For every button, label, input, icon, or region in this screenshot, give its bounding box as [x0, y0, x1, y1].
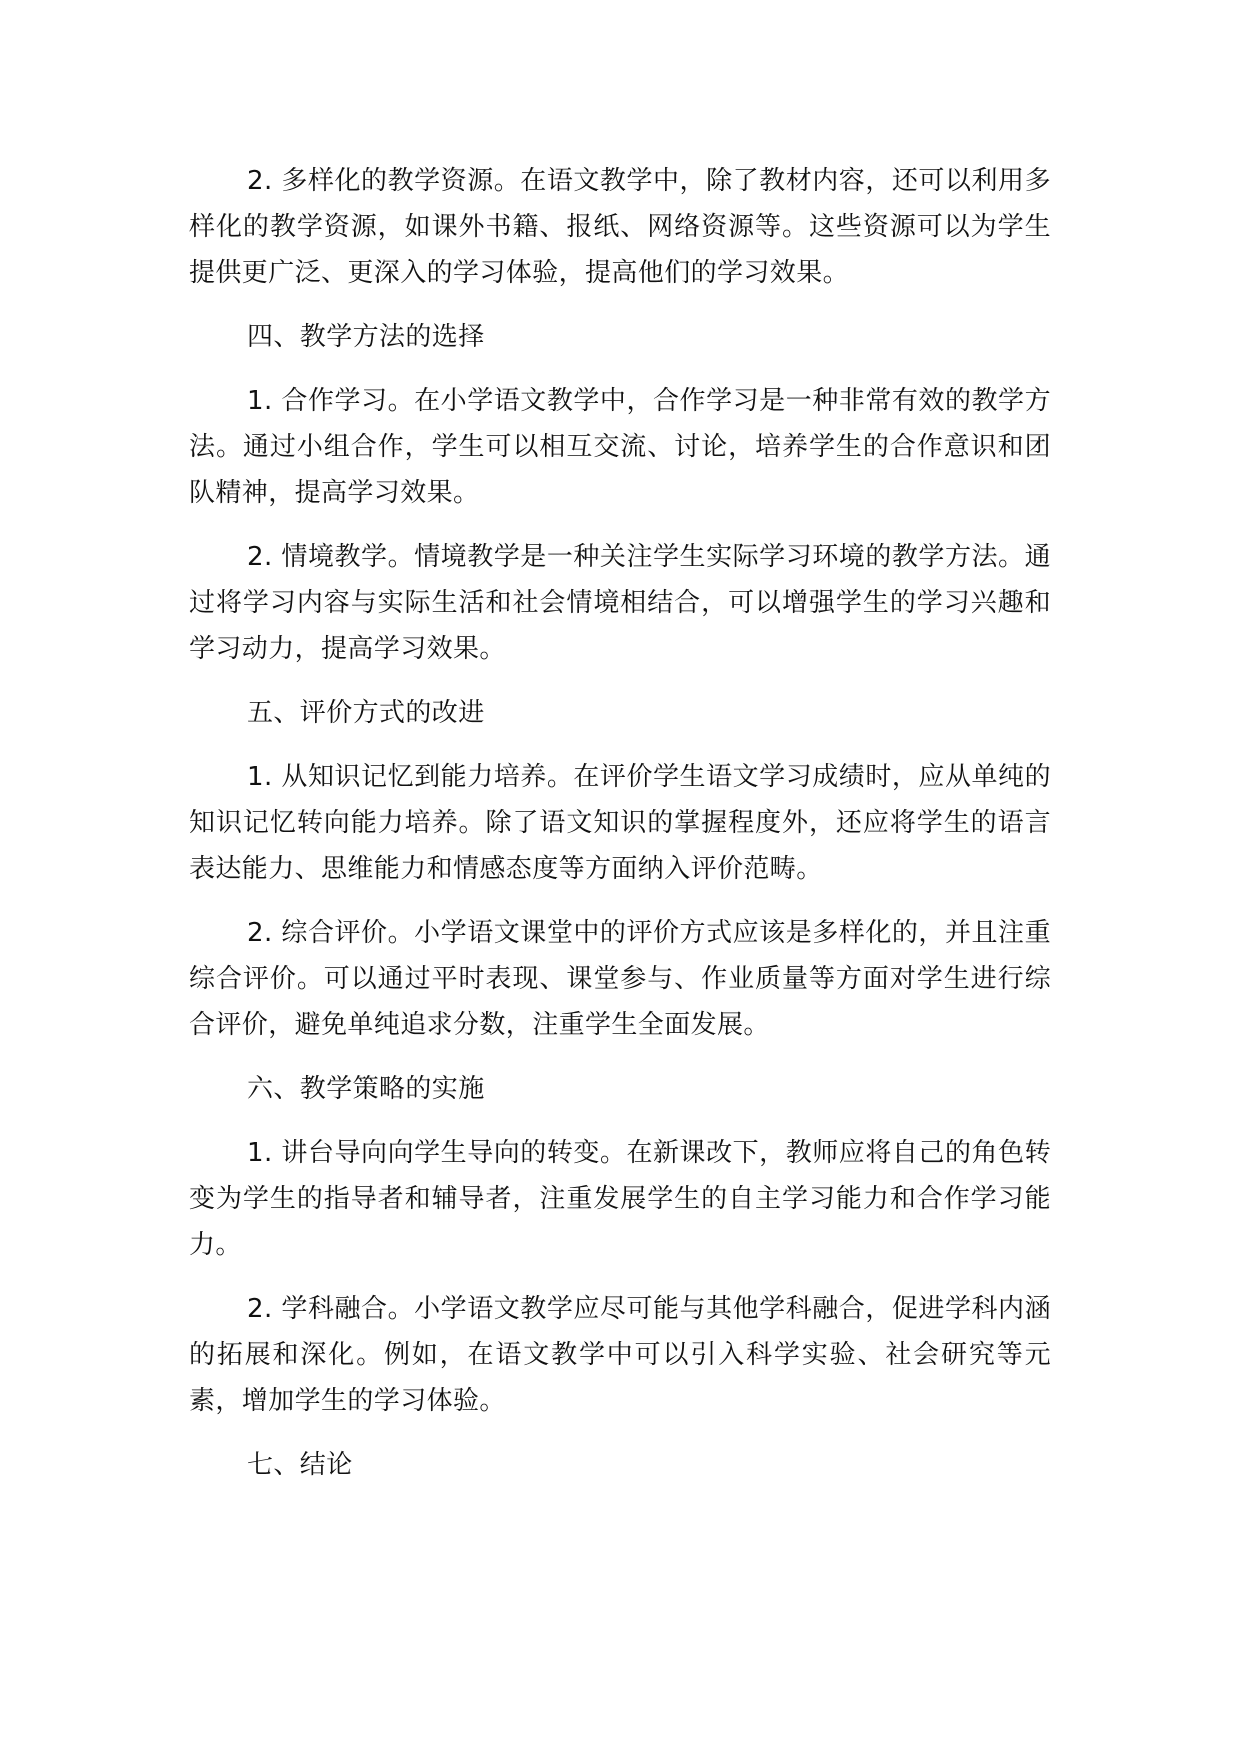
- section-heading-evaluation: 五、评价方式的改进: [247, 698, 485, 728]
- paragraph-cooperative-learning: 1. 合作学习。在小学语文教学中，合作学习是一种非常有效的教学方法。通过小组合作，学生可以相互交流、讨论，培养学生的合作意识和团队精神，提高学习效果。: [189, 386, 1051, 508]
- section-heading-teaching-methods: 四、教学方法的选择: [247, 322, 485, 352]
- section-heading-conclusion: 七、结论: [247, 1450, 353, 1480]
- paragraph-teaching-resources: 2. 多样化的教学资源。在语文教学中，除了教材内容，还可以利用多样化的教学资源，如课外书籍、报纸、网络资源等。这些资源可以为学生提供更广泛、更深入的学习体验，提高他们的学习效果。: [189, 166, 1051, 288]
- document-page: [189, 158, 1051, 1506]
- section-heading-strategy-implementation: 六、教学策略的实施: [247, 1074, 485, 1104]
- paragraph-student-oriented: 1. 讲台导向向学生导向的转变。在新课改下，教师应将自己的角色转变为学生的指导者和辅导者，注重发展学生的自主学习能力和合作学习能力。: [189, 1138, 1051, 1260]
- paragraph-subject-integration: 2. 学科融合。小学语文教学应尽可能与其他学科融合，促进学科内涵的拓展和深化。例如，在语文教学中可以引入科学实验、社会研究等元素，增加学生的学习体验。: [189, 1294, 1051, 1416]
- paragraph-situational-teaching: 2. 情境教学。情境教学是一种关注学生实际学习环境的教学方法。通过将学习内容与实际生活和社会情境相结合，可以增强学生的学习兴趣和学习动力，提高学习效果。: [189, 542, 1051, 664]
- paragraph-comprehensive-evaluation: 2. 综合评价。小学语文课堂中的评价方式应该是多样化的，并且注重综合评价。可以通过平时表现、课堂参与、作业质量等方面对学生进行综合评价，避免单纯追求分数，注重学生全面发展。: [189, 918, 1051, 1040]
- paragraph-ability-cultivation: 1. 从知识记忆到能力培养。在评价学生语文学习成绩时，应从单纯的知识记忆转向能力培养。除了语文知识的掌握程度外，还应将学生的语言表达能力、思维能力和情感态度等方面纳入评价范畴。: [189, 762, 1051, 884]
